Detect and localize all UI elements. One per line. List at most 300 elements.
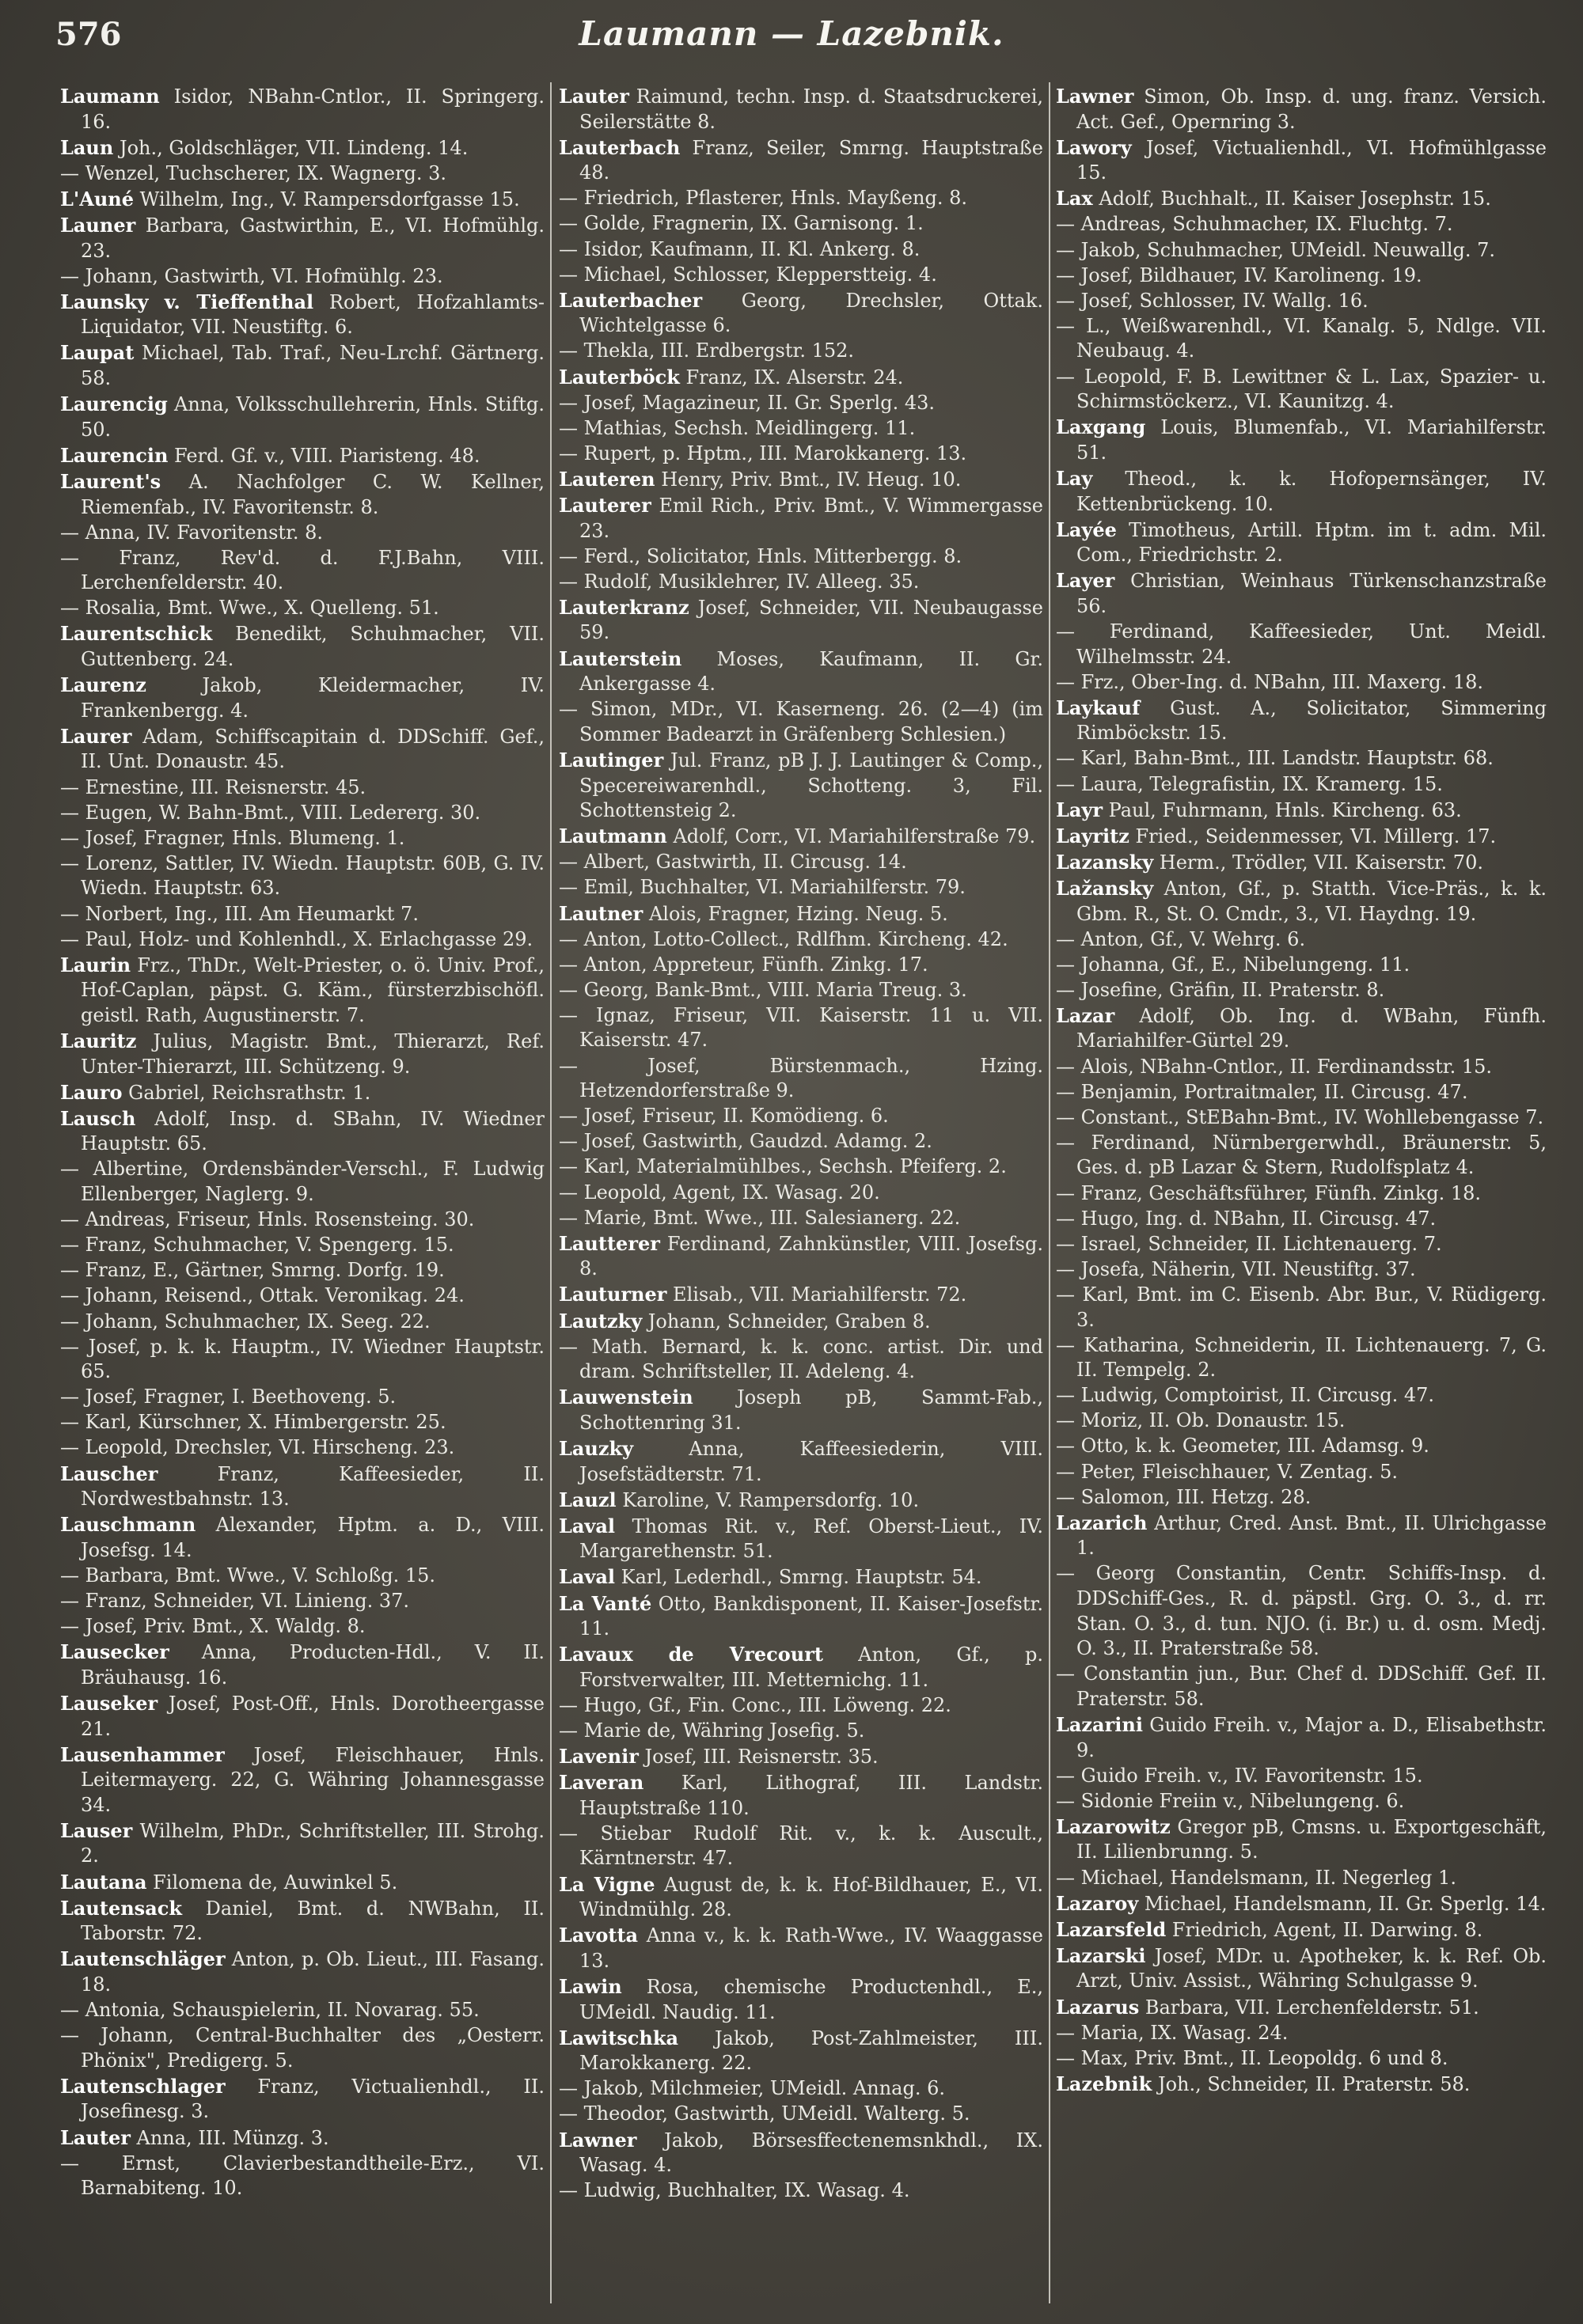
running-head: Laumann — Lazebnik. [579,14,1004,53]
entry-surname: Lauschmann [60,1513,196,1537]
entry-details: — Otto, k. k. Geometer, III. Adamsg. 9. [1056,1435,1429,1458]
directory-entry [559,186,1043,211]
entry-surname: Laumann [60,85,160,108]
entry-details: — Theodor, Gastwirth, UMeidl. Walterg. 5. [559,2102,970,2125]
directory-entry [1056,289,1547,314]
directory-entry [1056,1232,1547,1257]
directory-entry [60,1462,545,1512]
entry-surname: Laval [559,1565,616,1589]
directory-entry [1056,1917,1547,1943]
entry-details: — Eugen, W. Bahn-Bmt., VIII. Ledererg. 30. [60,801,481,824]
directory-entry [1056,824,1547,850]
directory-entry [60,1080,545,1106]
directory-entry [60,1157,545,1207]
directory-entry [60,161,545,187]
entry-surname: Lauterböck [559,365,680,389]
entry-details: — Johann, Reisend., Ottak. Veronikag. 24. [60,1284,465,1307]
directory-entry [60,1947,545,1997]
entry-details: — Johann, Gastwirth, VI. Hofmühlg. 23. [60,264,443,287]
entry-details: Isidor, NBahn-Cntlor., II. Springerg. 16. [81,85,545,133]
entry-surname: Layr [1056,798,1103,821]
entry-surname: Lax [1056,187,1093,210]
directory-entry [1056,314,1547,364]
directory-entry [559,1231,1043,1282]
entry-surname: Lazarowitz [1056,1814,1171,1838]
entry-surname: Lauter [60,2125,131,2149]
directory-entry [1056,772,1547,798]
directory-entry [60,724,545,775]
directory-entry [559,2102,1043,2127]
entry-details: Michael, Tab. Traf., Neu-Lrchf. Gärtnerg. 58. [81,342,545,390]
entry-surname: Lazarich [1056,1511,1148,1534]
entry-details: Johann, Schneider, Graben 8. [642,1310,931,1333]
directory-entry [60,1742,545,1818]
entry-details: — Leopold, Drechsler, VI. Hirscheng. 23. [60,1436,455,1459]
entry-details: — Jakob, Schuhmacher, UMeidl. Neuwallg. 7. [1056,238,1496,261]
directory-entry [60,213,545,263]
entry-details: Franz, Seiler, Smrng. Hauptstraße 48. [579,136,1043,184]
entry-details: — Leopold, F. B. Lewittner & L. Lax, Spazier- u. Schirmstöckerz., VI. Kaunitzg. 4. [1056,365,1547,413]
directory-entry [1056,1943,1547,1994]
directory-entry [1056,850,1547,876]
entry-details: — Franz, Schuhmacher, V. Spengerg. 15. [60,1234,454,1257]
entry-details: — Franz, Schneider, VI. Linieng. 37. [60,1590,410,1613]
entry-surname: Lautana [60,1870,147,1894]
entry-details: Barbara, VII. Lerchenfelderstr. 51. [1139,1996,1479,2019]
directory-entry [559,1591,1043,1642]
entry-surname: Laurenz [60,673,146,697]
directory-entry [1056,135,1547,186]
entry-surname: Laurentschick [60,622,213,646]
entry-surname: Launer [60,213,136,237]
entry-details: Fried., Seidenmesser, VI. Millerg. 17. [1129,825,1497,847]
entry-surname: Lautinger [559,748,664,772]
entry-details: — Josef, Bildhauer, IV. Karolineng. 19. [1056,263,1422,286]
entry-details: — Josef, Gastwirth, Gaudzd. Adamg. 2. [559,1130,932,1153]
directory-entry [60,1029,545,1079]
entry-surname: Lazarus [1056,1995,1140,2019]
directory-entry [1056,84,1547,135]
entry-details: — Emil, Buchhalter, VI. Mariahilferstr. 79. [559,876,966,899]
directory-entry [60,851,545,901]
directory-entry [559,1385,1043,1435]
directory-entry [559,927,1043,953]
entry-details: — Katharina, Schneiderin, II. Lichtenauerg. 7, G. II. Tempelg. 2. [1056,1333,1547,1382]
entry-surname: Lautzky [559,1309,643,1333]
directory-entry [559,824,1043,850]
entry-surname: Lauritz [60,1029,137,1052]
entry-details: Benedikt, Schuhmacher, VII. Guttenberg. 24. [81,623,545,671]
entry-surname: Lavaux de Vrecourt [559,1643,823,1666]
directory-entry [559,1206,1043,1231]
entry-surname: Lawitschka [559,2026,679,2049]
entry-details: Anna, III. Münzg. 3. [130,2126,329,2149]
entry-details: — Ferdinand, Nürnbergerwhdl., Bräunerstr. 5, Ges. d. pB Lazar & Stern, Rudolfsplatz 4. [1056,1131,1547,1179]
entry-details: — Sidonie Freiin v., Nibelungeng. 6. [1056,1789,1405,1812]
directory-entry [1056,927,1547,953]
entry-surname: La Vanté [559,1591,652,1615]
directory-entry [559,2128,1043,2178]
directory-entry [1056,1891,1547,1917]
entry-details: Daniel, Bmt. d. NWBahn, II. Taborstr. 72. [81,1897,545,1945]
directory-entry [60,1896,545,1947]
entry-surname: Lausenhammer [60,1742,225,1766]
directory-entry [559,2026,1043,2076]
directory-entry [1056,1712,1547,1763]
directory-entry [559,84,1043,135]
directory-entry [1056,620,1547,669]
entry-surname: Lauzl [559,1488,617,1511]
entry-surname: Layritz [1056,824,1129,847]
entry-surname: Lazar [1056,1003,1115,1027]
directory-entry [60,2152,545,2201]
entry-details: — Stiebar Rudolf Rit. v., k. k. Auscult., Kärntnerstr. 47. [559,1822,1043,1870]
entry-details: Timotheus, Artill. Hptm. im t. adm. Mil. Com., Friedrichstr. 2. [1076,518,1547,567]
directory-entry [60,1283,545,1309]
entry-surname: Lautenschlager [60,2074,226,2098]
entry-details: — Anna, IV. Favoritenstr. 8. [60,521,324,544]
directory-entry [1056,238,1547,263]
entry-details: — Johanna, Gf., E., Nibelungeng. 11. [1056,953,1410,976]
directory-entry [60,673,545,723]
directory-entry [559,2178,1043,2204]
directory-entry [1056,2046,1547,2072]
entry-details: — Johann, Schuhmacher, IX. Seeg. 22. [60,1310,431,1333]
directory-entry [1056,2021,1547,2046]
entry-details: Franz, Kaffeesieder, II. Nordwestbahnstr. 13. [81,1462,545,1511]
directory-entry [60,1512,545,1563]
entry-details: — Andreas, Friseur, Hnls. Rosensteing. 30. [60,1208,475,1231]
directory-entry [60,1691,545,1742]
directory-entry [1056,1080,1547,1105]
entry-details: Jakob, Kleidermacher, IV. Frankenbergg. 4. [81,674,545,722]
entry-surname: Laun [60,135,114,159]
entry-surname: Lazarski [1056,1943,1146,1967]
entry-details: Adolf, Buchhalt., II. Kaiser Josephstr. 15. [1092,188,1491,210]
directory-entry [1056,365,1547,415]
entry-details: Herm., Trödler, VII. Kaiserstr. 70. [1153,851,1483,874]
entry-details: — Golde, Fragnerin, IX. Garnisong. 1. [559,212,924,235]
directory-entry [1056,2072,1547,2098]
entry-details: Gregor pB, Cmsns. u. Exportgeschäft, II. Lilienbrunng. 5. [1076,1815,1547,1863]
entry-details: Josef, Post-Off., Hnls. Dorotheergasse 21. [81,1692,545,1740]
directory-entry [559,875,1043,900]
directory-entry [559,850,1043,875]
directory-entry [1056,1283,1547,1333]
directory-entry [559,646,1043,697]
entry-details: Franz, Victualienhdl., II. Josefinesg. 3. [81,2075,545,2123]
entry-details: Henry, Priv. Bmt., IV. Heug. 10. [655,468,962,491]
entry-surname: Lavenir [559,1745,639,1769]
directory-entry [559,1309,1043,1335]
entry-details: — Franz, E., Gärtner, Smrng. Dorfg. 19. [60,1259,445,1282]
entry-details: — Hugo, Ing. d. NBahn, II. Circusg. 47. [1056,1207,1437,1230]
entry-details: — Franz, Geschäftsführer, Fünfh. Zinkg. 18. [1056,1181,1482,1204]
entry-details: Anna, Producten-Hdl., V. II. Bräuhausg. 16. [81,1641,545,1689]
entry-details: Michael, Handelsmann, II. Gr. Sperlg. 14. [1138,1892,1547,1915]
entry-surname: Lazarsfeld [1056,1917,1167,1941]
entry-details: Filomena de, Auwinkel 5. [146,1871,398,1894]
directory-entry [559,1488,1043,1514]
entry-details: Joh., Goldschläger, VII. Lindeng. 14. [113,136,469,159]
directory-entry [60,2023,545,2073]
directory-entry [60,775,545,801]
entry-surname: Lazansky [1056,850,1154,874]
directory-entry [1056,1055,1547,1080]
entry-details: Elisab., VII. Mariahilferstr. 72. [666,1283,967,1306]
directory-entry [559,1974,1043,2025]
directory-entry [60,1870,545,1896]
entry-details: — Josefa, Näherin, VII. Neustiftg. 37. [1056,1257,1416,1280]
directory-entry [559,391,1043,416]
directory-entry [60,1410,545,1435]
entry-details: Karl, Lithograf, III. Landstr. Hauptstraße 110. [579,1772,1043,1819]
entry-details: — Josef, Fragner, Hnls. Blumeng. 1. [60,826,405,849]
entry-details: — Max, Priv. Bmt., II. Leopoldg. 6 und 8. [1056,2046,1448,2069]
directory-entry [559,544,1043,570]
entry-surname: Lauro [60,1080,123,1104]
directory-entry [60,392,545,442]
entry-details: — Georg Constantin, Centr. Schiffs-Insp. d. DDSchiff-Ges., R. d. päpstl. Grg. O. 3., d. rr. Stan. O. 3., d. tun. NJO. (i. Br.) u. d. osm. Medj. O. 3., II. Praterstraße 58. [1056,1562,1547,1660]
directory-entry [1056,186,1547,212]
entry-details: — Simon, MDr., VI. Kaserneng. 26. (2—4) (im Sommer Badearzt in Gräfenberg Schlesien.) [559,698,1043,745]
entry-details: — Constantin jun., Bur. Chef d. DDSchiff. Gef. II. Praterstr. 58. [1056,1662,1547,1710]
entry-surname: L'Auné [60,187,135,210]
entry-details: — Maria, IX. Wasag. 24. [1056,2021,1289,2044]
entry-surname: Lauter [559,85,629,108]
entry-details: — Mathias, Sechsh. Meidlingerg. 11. [559,416,916,439]
entry-surname: Launsky v. Tieffenthal [60,290,314,313]
entry-details: Otto, Bankdisponent, II. Kaiser-Josefstr. 11. [579,1592,1043,1640]
entry-details: Karoline, V. Rampersdorfg. 10. [616,1488,920,1511]
entry-details: Josef, Fleischhauer, Hnls. Leitermayerg. 22, G. Währing Johannesgasse 34. [81,1743,545,1816]
entry-surname: Layer [1056,569,1115,593]
directory-entry [559,237,1043,263]
entry-details: Gust. A., Solicitator, Simmering Rimböckstr. 15. [1076,696,1547,745]
directory-entry [559,1564,1043,1590]
directory-entry [1056,978,1547,1003]
entry-details: — Alois, NBahn-Cntlor., II. Ferdinandsstr. 15. [1056,1055,1493,1078]
directory-entry [1056,798,1547,824]
directory-entry [60,1385,545,1410]
directory-entry [1056,1511,1547,1561]
entry-details: Theod., k. k. Hofopernsänger, IV. Kettenbrückeng. 10. [1076,467,1547,515]
entry-details: August de, k. k. Hof-Bildhauer, E., VI. Windmühlg. 28. [579,1873,1043,1921]
directory-entry [1056,1333,1547,1383]
entry-details: Adolf, Ob. Ing. d. WBahn, Fünfh. Mariahilfer-Gürtel 29. [1076,1004,1547,1052]
entry-details: — Michael, Schlosser, Klepperstteig. 4. [559,263,937,286]
entry-surname: Lauser [60,1818,133,1842]
directory-entry [1056,1383,1547,1408]
directory-entry [60,621,545,672]
directory-entry [1056,1561,1547,1661]
directory-entry [559,211,1043,237]
entry-details: Joh., Schneider, II. Praterstr. 58. [1152,2072,1471,2095]
entry-details: — Anton, Appreteur, Fünfh. Zinkg. 17. [559,953,928,976]
entry-details: Ferd. Gf. v., VIII. Piaristeng. 48. [168,444,480,467]
directory-entry [60,1335,545,1385]
directory-entry [1056,1434,1547,1459]
entry-details: — Frz., Ober-Ing. d. NBahn, III. Maxerg. 18. [1056,670,1483,693]
directory-entry [559,365,1043,391]
entry-details: Barbara, Gastwirthin, E., VI. Hofmühlg. 23. [81,214,545,262]
entry-details: — Guido Freih. v., IV. Favoritenstr. 15. [1056,1764,1423,1787]
directory-entry [1056,1662,1547,1712]
directory-entry [60,596,545,621]
entry-details: Anton, Gf., p. Statth. Vice-Präs., k. k. Gbm. R., St. O. Cmdr., 3., VI. Haydng. 19. [1076,877,1547,925]
entry-details: Guido Freih. v., Major a. D., Elisabethstr. 9. [1076,1714,1547,1761]
entry-details: Louis, Blumenfab., VI. Mariahilferstr. 51. [1076,416,1547,464]
directory-entry [559,1719,1043,1744]
directory-entry [60,264,545,290]
entry-surname: Lautenschläger [60,1947,226,1971]
directory-entry [60,84,545,135]
entry-details: Josef, Schneider, VII. Neubaugasse 59. [579,596,1043,644]
directory-entry [559,697,1043,747]
entry-surname: Lawner [559,2128,637,2152]
directory-entry [60,1435,545,1461]
entry-details: — Moriz, II. Ob. Donaustr. 15. [1056,1409,1346,1432]
directory-entry [60,135,545,161]
entry-details: — Karl, Bmt. im C. Eisenb. Abr. Bur., V. Rüdigerg. 3. [1056,1283,1547,1331]
entry-details: Friedrich, Agent, II. Darwing. 8. [1166,1918,1483,1941]
entry-details: Paul, Fuhrmann, Hnls. Kircheng. 63. [1103,798,1462,821]
entry-surname: Lauterstein [559,646,682,670]
entry-details: — Rupert, p. Hptm., III. Marokkanerg. 13. [559,442,967,464]
entry-details: — Georg, Bank-Bmt., VIII. Maria Treug. 3. [559,978,967,1001]
directory-entry [559,1744,1043,1770]
directory-entry [1056,1181,1547,1207]
directory-entry [1056,1131,1547,1181]
entry-details: — Anton, Lotto-Collect., Rdlfhm. Kircheng. 42. [559,927,1008,950]
directory-entry [60,1640,545,1690]
entry-surname: Lautterer [559,1231,660,1255]
directory-entry [559,339,1043,364]
entry-surname: La Vigne [559,1872,655,1896]
directory-entry [559,2076,1043,2102]
entry-surname: Lautmann [559,825,667,848]
entry-details: Anna, Volksschullehrerin, Hnls. Stiftg. 50. [81,393,545,441]
directory-entry [1056,1257,1547,1283]
entry-details: Jul. Franz, pB J. J. Lautinger & Comp., Specereiwarenhdl., Schotteng. 3, Fil. Schottensteig 2. [579,749,1043,822]
entry-surname: Laykauf [1056,696,1141,719]
entry-details: — Lorenz, Sattler, IV. Wiedn. Hauptstr. 60B, G. IV. Wiedn. Hauptstr. 63. [60,851,545,900]
entry-details: — Friedrich, Pflasterer, Hnls. Mayßeng. 8. [559,187,967,210]
entry-details: — Paul, Holz- und Kohlenhdl., X. Erlachgasse 29. [60,927,533,950]
entry-details: — Benjamin, Portraitmaler, II. Circusg. 47. [1056,1080,1468,1103]
directory-entry [559,1822,1043,1871]
directory-entry [1056,696,1547,746]
entry-details: A. Nachfolger C. W. Kellner, Riemenfab., IV. Favoritenstr. 8. [81,470,545,518]
directory-entry [559,442,1043,467]
directory-entry [559,467,1043,493]
entry-details: — Peter, Fleischhauer, V. Zentag. 5. [1056,1460,1398,1483]
entry-surname: Lautensack [60,1896,182,1920]
entry-surname: Lauterbacher [559,288,703,312]
directory-entry [60,801,545,826]
entry-details: Wilhelm, Ing., V. Rampersdorfgasse 15. [134,188,520,210]
entry-details: Gabriel, Reichsrathstr. 1. [122,1081,371,1104]
directory-entry [1056,1995,1547,2021]
directory-entry [559,1872,1043,1923]
directory-entry [60,1207,545,1233]
directory-column-1 [60,84,545,2307]
entry-details: — Josef, Bürstenmach., Hzing. Hetzendorferstraße 9. [559,1054,1043,1102]
entry-details: — Karl, Bahn-Bmt., III. Landstr. Hauptstr. 68. [1056,747,1494,770]
directory-entry [60,521,545,546]
entry-surname: Laval [559,1514,616,1537]
directory-entry [559,416,1043,442]
entry-details: Georg, Drechsler, Ottak. Wichtelgasse 6. [579,289,1043,337]
entry-surname: Laurin [60,953,131,976]
directory-entry [60,1818,545,1869]
directory-entry [1056,1764,1547,1789]
entry-surname: Lawory [1056,135,1132,159]
directory-entry [559,1642,1043,1693]
entry-details: — Salomon, III. Hetzg. 28. [1056,1485,1312,1508]
directory-column-3 [1056,84,1547,2307]
entry-details: — Josef, p. k. k. Hauptm., IV. Wiedner Hauptstr. 65. [60,1335,545,1383]
directory-entry [1056,953,1547,978]
directory-entry [559,493,1043,544]
directory-entry [1056,1207,1547,1232]
directory-entry [60,1589,545,1614]
directory-entry [60,1614,545,1640]
entry-surname: Lawner [1056,85,1134,108]
directory-entry [60,1258,545,1283]
entry-details: — Albertine, Ordensbänder-Verschl., F. Ludwig Ellenberger, Naglerg. 9. [60,1158,545,1206]
entry-surname: Laxgang [1056,415,1146,439]
entry-details: Thomas Rit. v., Ref. Oberst-Lieut., IV. Margarethenstr. 51. [579,1515,1043,1563]
entry-details: — Josef, Fragner, I. Beethoveng. 5. [60,1386,397,1408]
entry-surname: Lavotta [559,1924,639,1947]
directory-entry [559,748,1043,824]
entry-details: — Marie de, Währing Josefig. 5. [559,1719,865,1742]
entry-surname: Laurencig [60,392,168,416]
directory-column-2 [559,84,1043,2307]
directory-entry [60,826,545,851]
entry-details: Karl, Lederhdl., Smrng. Hauptstr. 54. [615,1566,982,1589]
directory-entry [1056,1789,1547,1814]
entry-details: — Rosalia, Bmt. Wwe., X. Quelleng. 51. [60,597,439,620]
directory-entry [559,901,1043,927]
entry-details: — Wenzel, Tuchscherer, IX. Wagnerg. 3. [60,161,447,184]
entry-details: Anna, Kaffeesiederin, VIII. Josefstädterstr. 71. [579,1437,1043,1485]
entry-details: Franz, IX. Alserstr. 24. [679,366,904,389]
entry-details: — Ernestine, III. Reisnerstr. 45. [60,775,366,798]
directory-entry [1056,568,1547,619]
entry-surname: Lazaroy [1056,1891,1139,1915]
directory-entry [1056,1408,1547,1434]
entry-details: — Ludwig, Comptoirist, II. Circusg. 47. [1056,1384,1435,1407]
directory-entry [60,443,545,469]
entry-details: — Leopold, Agent, IX. Wasag. 20. [559,1181,880,1204]
entry-details: — Rudolf, Musiklehrer, IV. Alleeg. 35. [559,570,920,593]
entry-details: — L., Weißwarenhdl., VI. Kanalg. 5, Ndlge. VII. Neubaug. 4. [1056,314,1547,362]
entry-surname: Lauterkranz [559,595,689,619]
entry-surname: Lausch [60,1106,136,1130]
directory-entry [559,1514,1043,1564]
directory-entry [60,469,545,520]
entry-details: — Josef, Schlosser, IV. Wallg. 16. [1056,289,1369,312]
directory-entry [60,290,545,340]
entry-details: Moses, Kaufmann, II. Gr. Ankergasse 4. [579,647,1043,696]
entry-details: Adolf, Insp. d. SBahn, IV. Wiedner Hauptstr. 65. [81,1107,545,1155]
directory-entry [1056,670,1547,696]
directory-entry [559,953,1043,978]
entry-details: Josef, III. Reisnerstr. 35. [638,1746,879,1769]
directory-entry [1056,517,1547,568]
